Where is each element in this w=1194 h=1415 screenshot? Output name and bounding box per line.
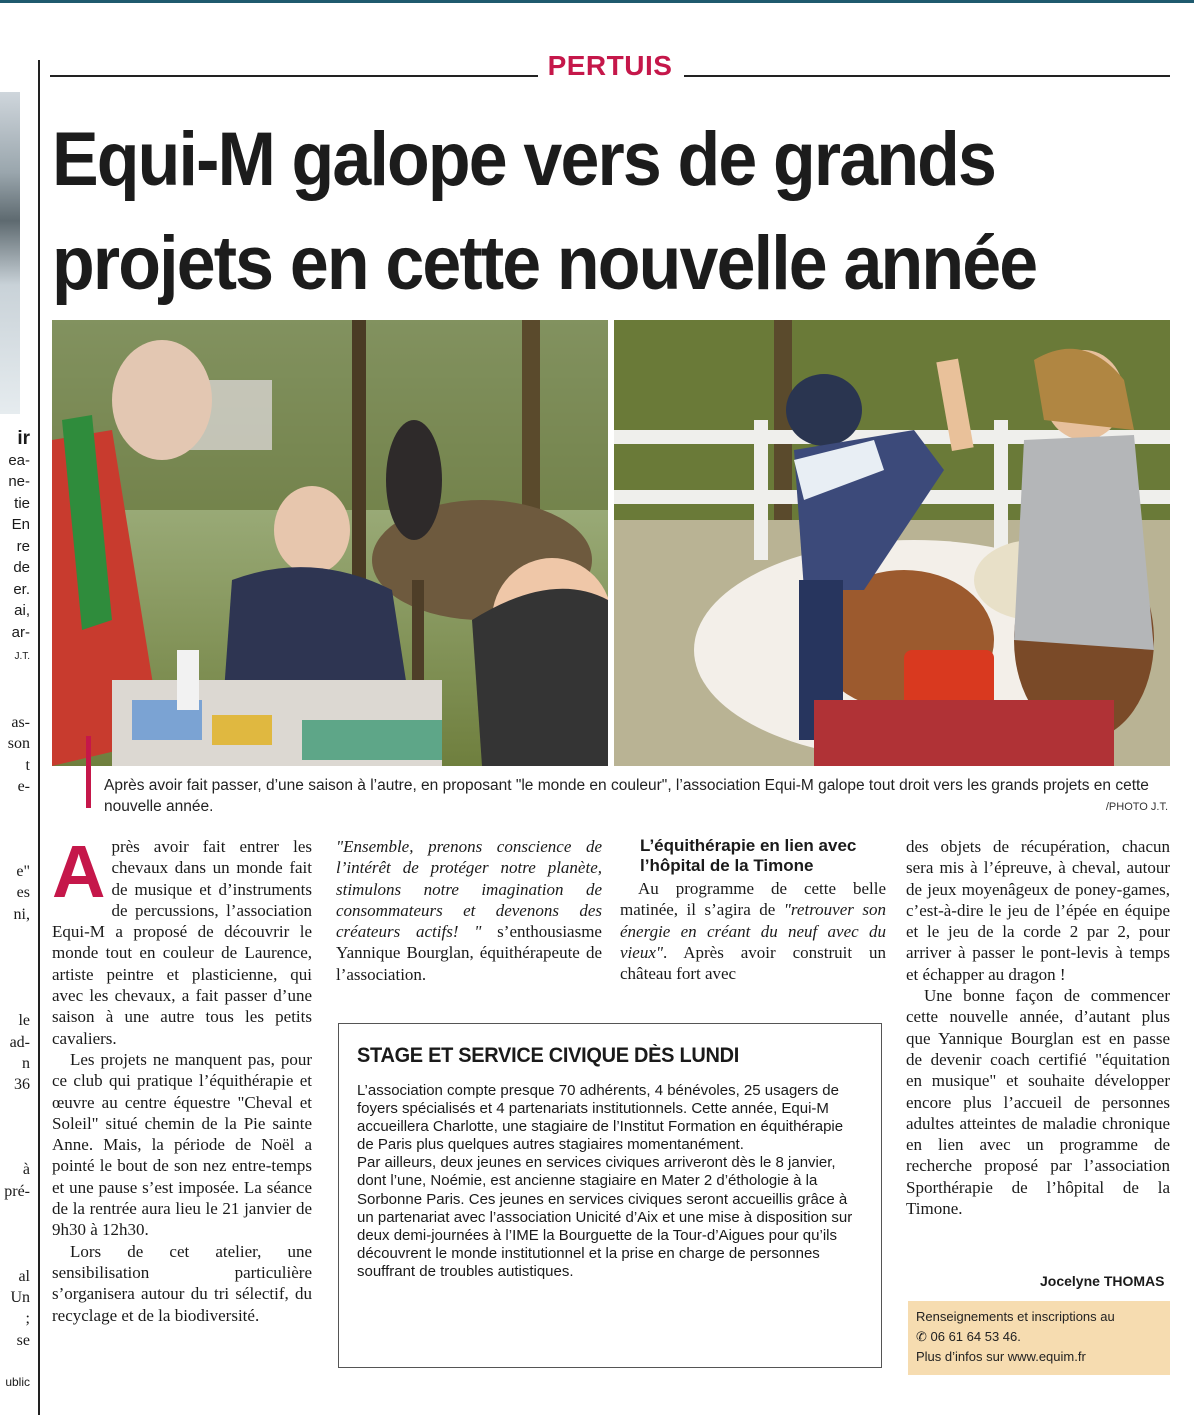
photo-caption: Après avoir fait passer, d’une saison à l’autre, en proposant "le monde en couleur", l’association Equi-M galope tout droit vers les grands projets en cette nouvelle année. [104, 777, 1149, 815]
headline [52, 108, 1092, 316]
inset-box [338, 1023, 882, 1368]
paragraph: des objets de récupération, chacun sera mis à l’épreuve, à cheval, autour de jeux moyenâgeux de poney-games, c’est-à-dire le jeu de l’épée en équipe et le jeu de la corde 2 par 2, pour arriver à passer le pont-levis à temps et échapper au dragon ! [906, 837, 1170, 984]
neighbor-body-fragment: n [22, 1054, 30, 1072]
photo-painting-workshop [52, 320, 608, 766]
paragraph: Après avoir fait entrer les chevaux dans un monde fait de musique et d’instruments de percussions, l’association Equi-M a proposé de découvrir le monde tout en couleur de Laurence, artiste peintre et plasticienne, qui avec les chevaux, a fait passer d’une saison à une autre tous les petits cavaliers. [52, 830, 312, 1048]
neighbor-body-fragment: t [25, 756, 30, 774]
neighbor-caption-fragment: er. [13, 580, 30, 598]
inset-paragraph: Par ailleurs, deux jeunes en services civiques arriveront dès le 8 janvier, dont l’une, Noémie, est ancienne stagiaire en Mater 2 d’éthologie à la Sorbonne Paris. Ces jeunes en services civiques seront accueillis grâce à un partenariat avec l’association Unicité d’Aix et une mise à disposition sur deux demi-journées à l’IME la Bourguette de la Tour-d’Aigues pour qu’ils découvrent le monde institutionnel et la prise en charge de personnes souffrant de troubles autistiques. [357, 1154, 853, 1280]
drop-cap: A [52, 830, 106, 913]
column-rule [38, 60, 40, 1415]
subheading: L’équithérapie en lien avec l’hôpital de la Timone [640, 836, 857, 875]
paragraph: "Ensemble, prenons conscience de l’intérêt de protéger notre planète, stimulons notre imagination de consommateurs et devenons des créateurs actifs! " s’enthousiasme Yannique Bourglan, équithérapeute de l’association. [336, 837, 602, 984]
article-column-3 [620, 836, 886, 984]
quote: "retrouver son énergie en créant du neuf avec du vieux" [620, 900, 886, 962]
neighbor-body-fragment: e- [17, 777, 30, 795]
paragraph: Lors de cet atelier, une sensibilisation particulière s’organisera autour du tri sélectif, du recyclage et de la biodiversité. [52, 1241, 312, 1325]
info-box [908, 1301, 1170, 1375]
neighbor-body-fragment: ublic [5, 1375, 30, 1390]
article-column-4 [906, 836, 1170, 1219]
neighbor-caption-fragment: En [11, 516, 30, 533]
neighbor-body-fragment: son [7, 735, 30, 753]
neighbor-caption-fragment: ne- [8, 473, 30, 490]
top-rule [0, 0, 1194, 3]
kicker-rule-left [50, 75, 538, 77]
kicker-rule-right [684, 75, 1170, 77]
article-column-2 [336, 836, 602, 985]
neighbor-body-fragment: e" [16, 863, 30, 881]
neighbor-credit: J.T. [14, 651, 30, 662]
neighbor-caption-fragment: tie [14, 494, 30, 512]
neighbor-body-fragment: as- [11, 714, 30, 731]
paragraph: Les projets ne manquent pas, pour ce club qui pratique l’équithérapie et œuvre au centre équestre "Cheval et Soleil" situé chemin de la Pie sainte Anne. Mais, la période de Noël a pointé le bout de son nez entre-temps et une pause s’est imposée. La séance de la rentrée aura lieu le 21 janvier de 9h30 à 12h30. [52, 1049, 312, 1240]
neighbor-body-fragment: ni, [13, 905, 30, 923]
section-kicker: PERTUIS [547, 50, 673, 81]
neighbor-body-fragment: es [16, 884, 30, 902]
info-line: Renseignements et inscriptions au [916, 1309, 1115, 1324]
paragraph: Au programme de cette belle matinée, il s’agira de "retrouver son énergie en créant du neuf avec du vieux". Après avoir construit un château fort avec [620, 879, 886, 984]
neighbor-body-fragment: se [16, 1331, 30, 1349]
neighbor-caption-fragment: ar- [11, 623, 30, 641]
inset-title: STAGE ET SERVICE CIVIQUE DÈS LUNDI [357, 1044, 739, 1067]
website-link[interactable]: Plus d’infos sur www.equim.fr [916, 1349, 1086, 1364]
author-signature: Jocelyne THOMAS [1040, 1273, 1165, 1289]
quote: "Ensemble, prenons conscience de l’intérêt de protéger notre planète, stimulons notre imagination de consommateurs et devenons des créateurs actifs! " [336, 837, 602, 942]
neighbor-caption-fragment: re [16, 537, 30, 555]
neighbor-body-fragment: ad- [9, 1033, 30, 1051]
neighbor-caption-fragment: ea- [8, 451, 30, 469]
neighbor-body-fragment: pré- [4, 1182, 30, 1200]
neighbor-body-fragment: al [18, 1267, 30, 1285]
neighbor-photo [0, 92, 20, 414]
article-column-1 [52, 830, 312, 1326]
neighbor-body-fragment: ; [25, 1310, 30, 1328]
paragraph: Une bonne façon de commencer cette nouvelle année, d’autant plus que Yannique Bourglan est en passe de devenir coach certifié "équitation en musique" et souhaite développer encore plus l’accueil de personnes adultes atteintes de maladie chronique en lien avec un programme de recherche proposé par l’association Sporthérapie de l’hôpital de la Timone. [906, 986, 1170, 1219]
photo-credit: /PHOTO J.T. [1105, 801, 1168, 813]
neighbor-caption-fragment: ai, [14, 602, 30, 619]
photo-child-on-pony [614, 320, 1170, 766]
neighbor-body-fragment: le [18, 1012, 30, 1030]
neighbor-body-fragment: à [22, 1161, 30, 1179]
neighbor-caption-fragment: ir [17, 428, 30, 449]
inset-paragraph: L’association compte presque 70 adhérents, 4 bénévoles, 25 usagers de foyers spécialisés et 4 partenariats institutionnels. Cette année, Equi-M accueillera Charlotte, une stagiaire de l’Institut Formation en équithérapie de Paris plus quelques autres stagiaires momentanément. [357, 1082, 844, 1154]
headline-line-1: Equi-M galope vers de grands [52, 117, 996, 202]
neighbor-body-fragment: Un [10, 1289, 30, 1307]
phone-number: ✆ 06 61 64 53 46. [916, 1329, 1021, 1344]
headline-line-2: projets en cette nouvelle année [52, 221, 1037, 306]
neighbor-caption-fragment: de [13, 559, 30, 576]
caption-accent-bar [86, 736, 91, 808]
neighbor-body-fragment: 36 [14, 1076, 30, 1094]
